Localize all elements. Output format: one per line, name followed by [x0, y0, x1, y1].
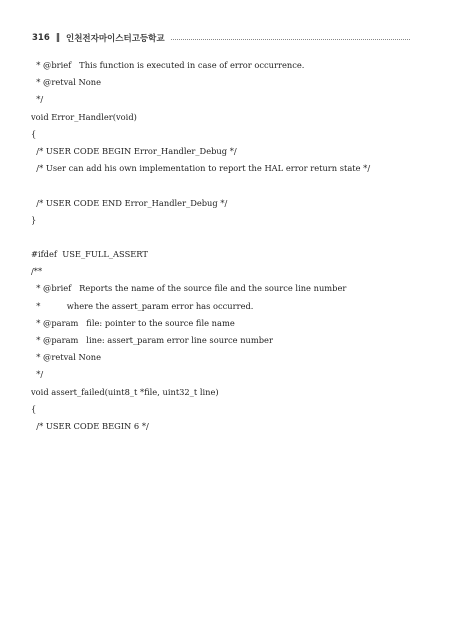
code-line: */: [31, 94, 44, 105]
code-block: [31, 57, 426, 435]
code-line: void Error_Handler(void): [31, 111, 137, 122]
code-line: * @retval None: [31, 77, 102, 88]
code-line: /* USER CODE BEGIN 6 */: [31, 420, 149, 431]
code-line: #ifdef USE_FULL_ASSERT: [31, 249, 148, 260]
code-line: {: [31, 128, 37, 139]
code-line: * where the assert_param error has occurred.: [31, 300, 254, 311]
code-line: void assert_failed(uint8_t *file, uint32_t line): [31, 386, 219, 397]
page-number: 316: [32, 33, 50, 43]
code-line: {: [31, 403, 37, 414]
code-line: * @brief This function is executed in case of error occurrence.: [31, 60, 305, 70]
school-name: 인천전자마이스터고등학교: [66, 34, 165, 44]
header-separator: ‖: [55, 33, 60, 43]
header-dotted-leader: [171, 39, 410, 40]
code-line: /**: [31, 266, 43, 277]
code-line: }: [31, 214, 37, 225]
code-line: [31, 229, 426, 246]
page-header: [32, 31, 410, 45]
code-line: * @param file: pointer to the source file name: [31, 317, 235, 328]
code-line: * @param line: assert_param error line source number: [31, 335, 273, 345]
code-line: [31, 177, 426, 194]
code-line: /* USER CODE BEGIN Error_Handler_Debug */: [31, 145, 237, 156]
code-line: /* User can add his own implementation to report the HAL error return state */: [31, 163, 371, 174]
code-line: * @retval None: [31, 352, 102, 363]
code-line: /* USER CODE END Error_Handler_Debug */: [31, 197, 228, 208]
code-line: */: [31, 369, 44, 380]
code-line: * @brief Reports the name of the source file and the source line number: [31, 283, 347, 294]
